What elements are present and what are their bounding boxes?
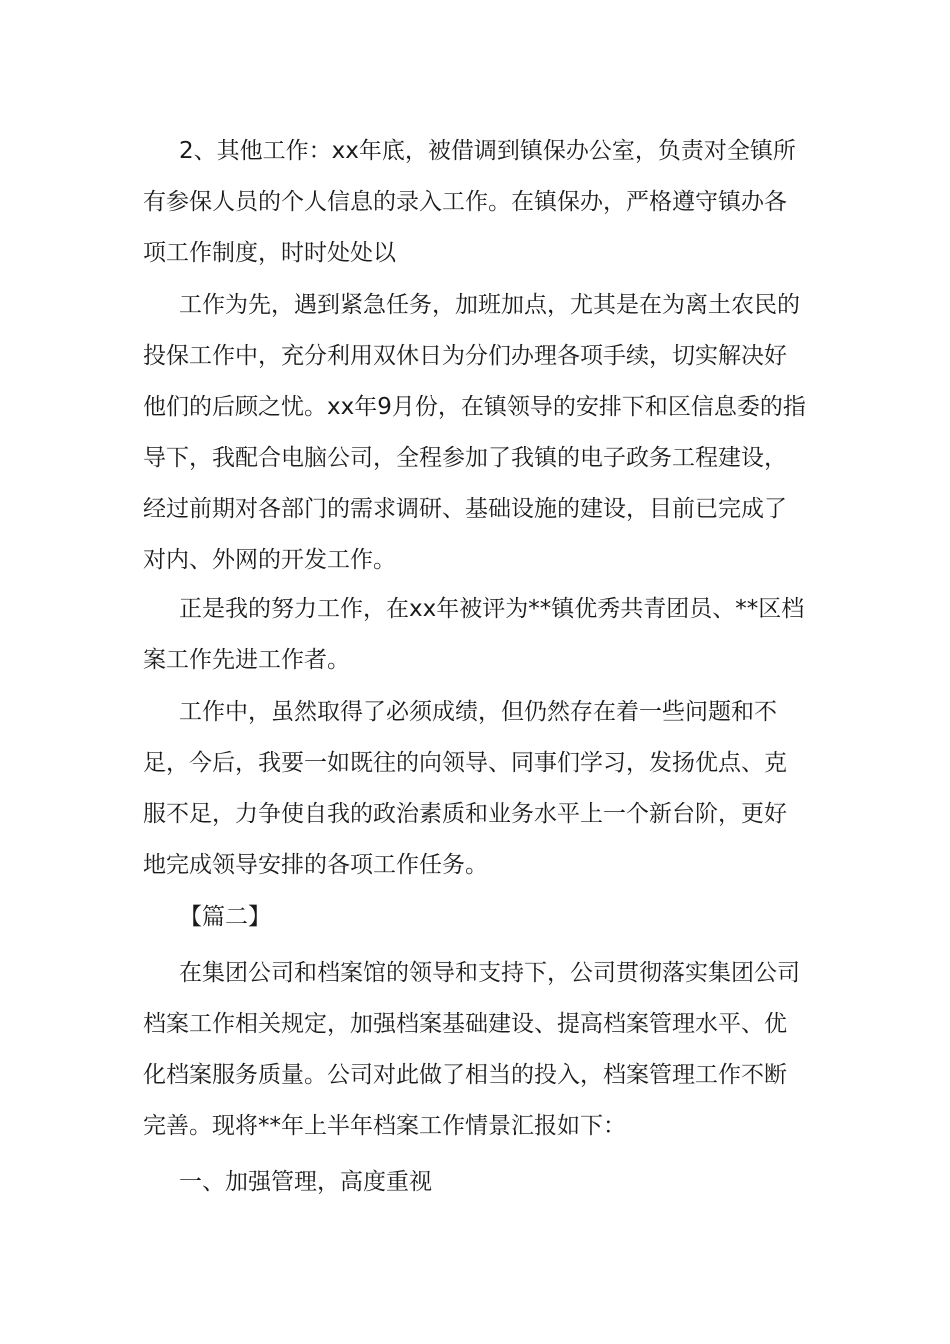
paragraph-archive-intro: 在集团公司和档案馆的领导和支持下，公司贯彻落实集团公司档案工作相关规定，加强档案基础建设、提高档案管理水平、优化档案服务质量。公司对此做了相当的投入，档案管理工作不断完善。现将**年上半年档案工作情景汇报如下：: [143, 960, 800, 1139]
paragraph-other-work: 2、其他工作：xx年底，被借调到镇保办公室，负责对全镇所有参保人员的个人信息的录入工作。在镇保办，严格遵守镇办各项工作制度，时时处处以: [143, 138, 796, 266]
paragraph-awards: 正是我的努力工作，在xx年被评为**镇优秀共青团员、**区档案工作先进工作者。: [143, 596, 805, 673]
paragraph-work-first: 工作为先，遇到紧急任务，加班加点，尤其是在为离土农民的投保工作中，充分利用双休日为分们办理各项手续，切实解决好他们的后顾之忧。xx年9月份，在镇领导的安排下和区信息委的指导下，我配合电脑公司，全程参加了我镇的电子政务工程建设，经过前期对各部门的需求调研、基础设施的建设，目前已完成了对内、外网的开发工作。: [143, 292, 806, 573]
paragraph-shortcomings: 工作中，虽然取得了必须成绩，但仍然存在着一些问题和不足，今后，我要一如既往的向领导、同事们学习，发扬优点、克服不足，力争使自我的政治素质和业务水平上一个新台阶，更好地完成领导安排的各项工作任务。: [143, 699, 787, 878]
subheading-strengthen-management: 一、加强管理，高度重视: [179, 1169, 432, 1195]
section-heading: 【篇二】: [179, 904, 271, 930]
